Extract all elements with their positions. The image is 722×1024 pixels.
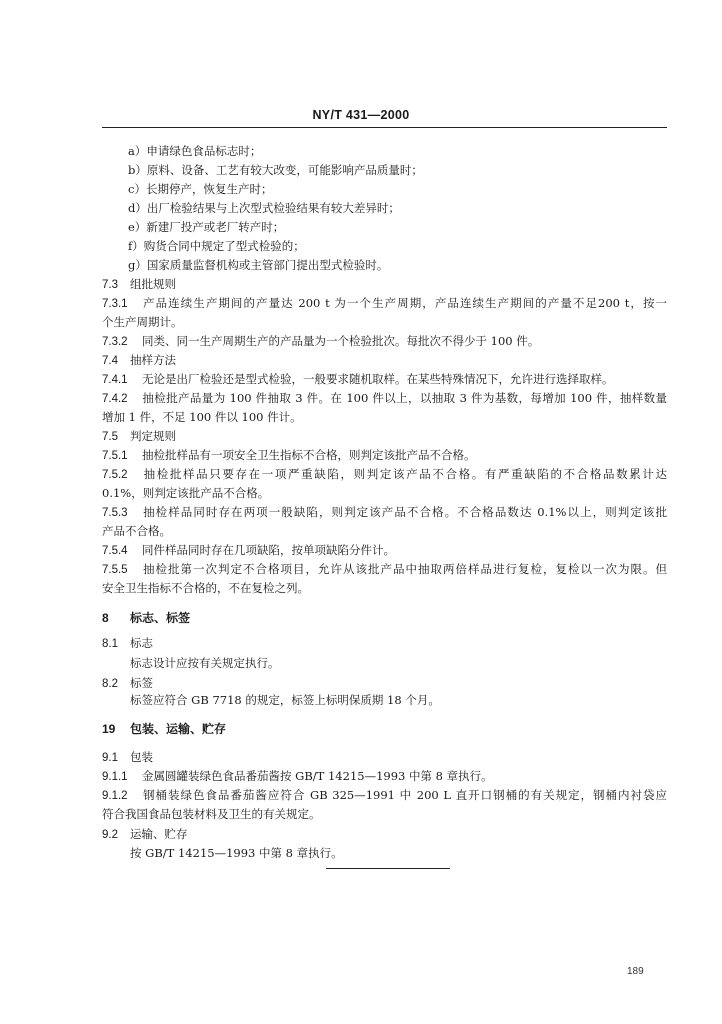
section-7-4 <box>102 352 667 369</box>
section-number: 8.2 <box>102 678 118 690</box>
section-title: 抽样方法 <box>130 353 176 367</box>
section-8-1-body: 标志设计应按有关规定执行。 <box>130 656 280 670</box>
section-9-2 <box>102 826 667 843</box>
section-title: 判定规则 <box>130 429 176 443</box>
section-8-2-body: 标签应符合 GB 7718 的规定，标签上标明保质期 18 个月。 <box>130 693 440 707</box>
clause-number: 7.5.4 <box>102 545 128 557</box>
clause-7-5-4 <box>102 542 667 559</box>
clause-number: 9.1.1 <box>102 771 128 783</box>
clause-number: 7.5.3 <box>102 507 128 519</box>
section-number: 8.1 <box>102 638 118 650</box>
clause-text: 无论是出厂检验还是型式检验，一般要求随机取样。在某些特殊情况下，允许进行选择取样。 <box>142 372 614 386</box>
clause-number: 7.4.1 <box>102 374 128 386</box>
page-number: 189 <box>627 966 644 977</box>
clause-number: 7.5.5 <box>102 564 128 576</box>
clause-text: 抽检批第一次判定不合格项目，允许从该批产品中抽取两倍样品进行复检，复检以一次为限。但 <box>142 562 667 576</box>
section-number: 9.1 <box>102 752 118 764</box>
chapter-number: 8 <box>102 611 109 625</box>
clause-number: 7.5.2 <box>102 469 128 481</box>
chapter-8-heading <box>102 610 667 626</box>
section-title: 运输、贮存 <box>130 827 188 841</box>
clause-7-5-5-line2: 安全卫生指标不合格的，不在复检之列。 <box>102 581 309 595</box>
chapter-number: 19 <box>102 722 116 736</box>
list-item-f: f）购货合同中规定了型式检验的； <box>128 239 305 253</box>
chapter-title: 包装、运输、贮存 <box>130 722 227 736</box>
clause-7-3-2 <box>102 333 667 350</box>
section-title: 组批规则 <box>130 277 176 291</box>
clause-7-3-1-line2: 个生产周期计。 <box>102 315 183 329</box>
clause-7-4-1 <box>102 371 667 388</box>
section-7-5 <box>102 428 667 445</box>
clause-text: 金属圆罐装绿色食品番茄酱按 GB/T 14215—1993 中第 8 章执行。 <box>142 769 493 783</box>
clause-7-5-3-line2: 产品不合格。 <box>102 524 171 538</box>
section-9-1 <box>102 749 667 766</box>
section-number: 7.5 <box>102 431 118 443</box>
clause-text: 抽检批样品有一项安全卫生指标不合格，则判定该批产品不合格。 <box>142 448 476 462</box>
list-item-a: a）申请绿色食品标志时； <box>128 144 262 158</box>
clause-number: 7.3.1 <box>102 298 128 310</box>
clause-text: 抽检批样品只要存在一项严重缺陷，则判定该产品不合格。有严重缺陷的不合格品数累计达 <box>142 467 667 481</box>
list-item-e: e）新建厂投产或老厂转产时； <box>128 220 285 234</box>
clause-text: 抽检批产品量为 100 件抽取 3 件。在 100 件以上，以抽取 3 件为基数，每增加 100 件，抽样数量 <box>142 391 667 405</box>
clause-text: 钢桶装绿色食品番茄酱应符合 GB 325—1991 中 200 L 直开口钢桶的有关规定，钢桶内衬袋应 <box>142 788 667 802</box>
document-code-header: NY/T 431—2000 <box>312 108 410 122</box>
section-title: 标签 <box>130 676 153 690</box>
clause-7-5-1 <box>102 447 667 464</box>
section-number: 7.4 <box>102 355 118 367</box>
list-item-d: d）出厂检验结果与上次型式检验结果有较大差异时； <box>128 201 400 215</box>
section-8-2 <box>102 675 667 692</box>
clause-9-1-1 <box>102 768 667 785</box>
section-number: 7.3 <box>102 279 118 291</box>
section-7-3 <box>102 276 667 293</box>
clause-number: 9.1.2 <box>102 790 128 802</box>
clause-text: 同类、同一生产周期生产的产品量为一个检验批次。每批次不得少于 100 件。 <box>142 334 540 348</box>
section-8-1 <box>102 635 667 652</box>
section-9-2-body: 按 GB/T 14215—1993 中第 8 章执行。 <box>130 846 343 860</box>
clause-9-1-2-line1 <box>102 787 667 804</box>
header-rule <box>102 127 667 128</box>
list-item-b: b）原料、设备、工艺有较大改变，可能影响产品质量时； <box>128 163 423 177</box>
list-item-g: g）国家质量监督机构或主管部门提出型式检验时。 <box>128 258 389 272</box>
chapter-title: 标志、标签 <box>130 611 191 625</box>
clause-text: 同件样品同时存在几项缺陷，按单项缺陷分件计。 <box>142 543 395 557</box>
clause-number: 7.3.2 <box>102 336 128 348</box>
clause-7-3-1-line1 <box>102 295 667 312</box>
section-title: 包装 <box>130 750 153 764</box>
clause-7-5-2-line2: 0.1%，则判定该批产品不合格。 <box>102 486 270 500</box>
clause-number: 7.4.2 <box>102 393 128 405</box>
clause-7-5-5-line1 <box>102 561 667 578</box>
chapter-9-heading <box>102 721 667 737</box>
section-number: 9.2 <box>102 829 118 841</box>
clause-text: 抽检样品同时存在两项一般缺陷，则判定该产品不合格。不合格品数达 0.1%以上，则判定该批 <box>142 505 667 519</box>
clause-number: 7.5.1 <box>102 450 128 462</box>
clause-9-1-2-line2: 符合我国食品包装材料及卫生的有关规定。 <box>102 807 321 821</box>
clause-7-5-2-line1 <box>102 466 667 483</box>
end-of-standard-rule <box>326 868 450 869</box>
clause-7-4-2-line2: 增加 1 件，不足 100 件以 100 件计。 <box>102 410 302 424</box>
clause-7-5-3-line1 <box>102 504 667 521</box>
clause-text: 产品连续生产期间的产量达 200 t 为一个生产周期，产品连续生产期间的产量不足200 t，按一 <box>142 296 667 310</box>
list-item-c: c）长期停产，恢复生产时； <box>128 182 273 196</box>
section-title: 标志 <box>130 636 153 650</box>
clause-7-4-2-line1 <box>102 390 667 407</box>
